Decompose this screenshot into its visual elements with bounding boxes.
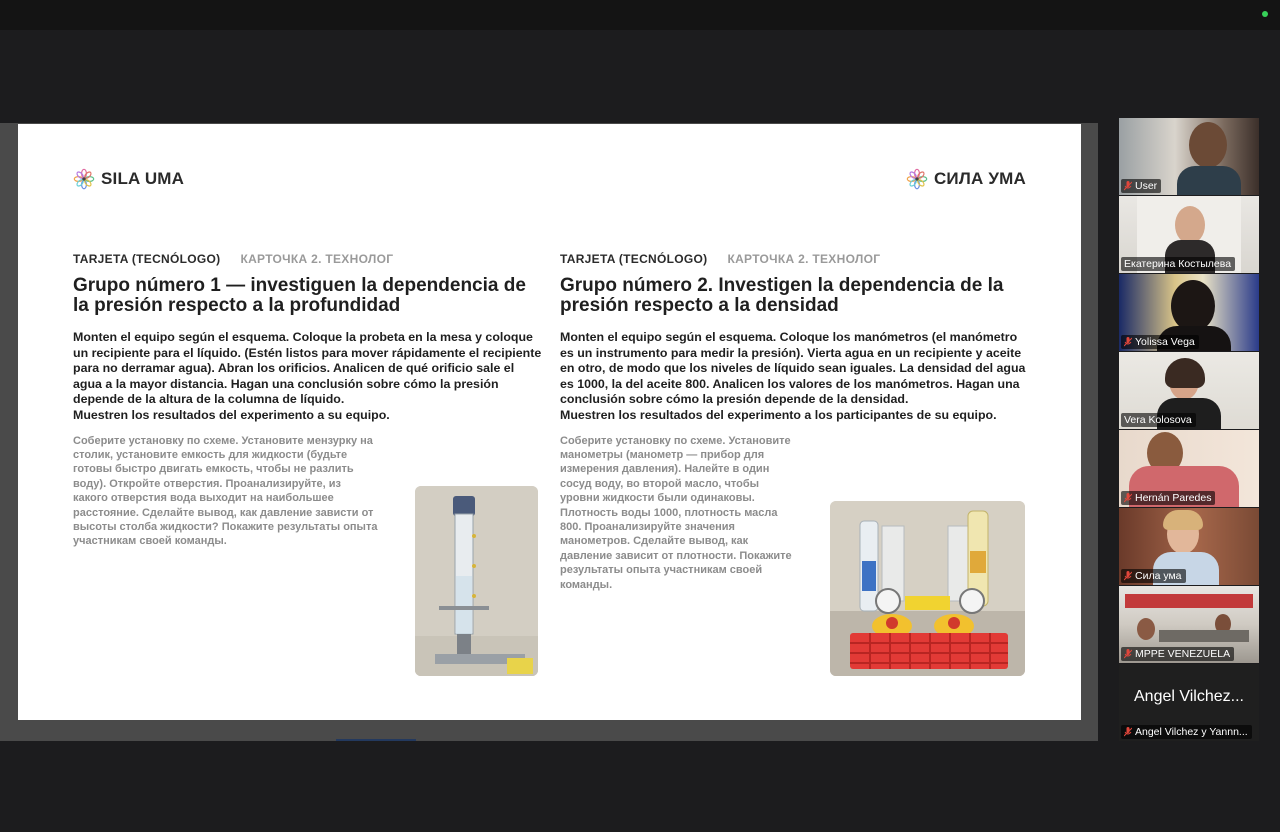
experiment-photo-cylinder [415,486,538,676]
card-russian-text: Соберите установку по схеме. Установите манометры (манометр — прибор для измерения давления). Налейте в один сосуд воду, во второй масло, чтобы уровни жидкости были одинаковы. Плотность воды 1000, плотность масла 800. Проанализируйте значения манометров. Сделайте вывод, как давление зависит от плотности. Покажите результаты опыта участникам своей команды. [560,434,792,591]
card-body-paragraph: Monten el equipo según el esquema. Coloque los manómetros (el manómetro es un instrumento para medir la presión). Vierta agua en un recipiente y aceite en otro, de modo que los niveles de líquido sean iguales. La densidad del agua es 1000, la del aceite 800. Analicen los valores de los manómetros. Hagan una conclusión sobre cómo la presión depende de la densidad. [560,330,1026,407]
participant-tile[interactable] [1119,664,1259,741]
status-dot [1262,11,1268,17]
card-body [73,330,543,424]
cylinder-stand-illustration [415,486,538,676]
slide-progress-mark [336,739,416,741]
participant-name-label: Hernán Paredes [1121,491,1215,505]
window-top-bar [0,0,1280,30]
participant-tile[interactable] [1119,586,1259,663]
card-title: Grupo número 2. Investigen la dependencia de la presión respecto a la densidad [560,275,1004,316]
card-tags [73,252,543,266]
card-title: Grupo número 1 — investiguen la dependencia de la presión respecto a la profundidad [73,275,526,316]
participant-tile[interactable] [1119,508,1259,585]
participant-name-label: Angel Vilchez y Yannn... [1121,725,1252,739]
participant-tile[interactable] [1119,274,1259,351]
card-body-paragraph: Muestren los resultados del experimento a los participantes de su equipo. [560,407,997,422]
participant-display-name: Angel Vilchez... [1134,688,1244,705]
card-tag-ru: КАРТОЧКА 2. ТЕХНОЛОГ [727,252,881,266]
participant-name-label: MPPE VENEZUELA [1121,647,1234,661]
participant-tile[interactable] [1119,196,1259,273]
card-body-paragraph: Muestren los resultados del experimento a su equipo. [73,407,390,422]
card-tag-ru: КАРТОЧКА 2. ТЕХНОЛОГ [240,252,394,266]
experiment-photo-manometers [830,501,1025,676]
card-body-paragraph: Monten el equipo según el esquema. Coloque la probeta en la mesa y coloque un recipiente para el líquido. (Estén listos para mover rápidamente el recipiente para no derramar agua). Abran los orificios. Analicen de qué orificio sale el agua a la mayor distancia. Hagan una conclusión sobre cómo la presión depende de la altura de la columna de líquido. [73,330,542,407]
card-body [560,330,1030,424]
participant-name-label: Сила ума [1121,569,1186,583]
mic-muted-icon [1124,493,1132,503]
participant-name-label: Екатерина Костылева [1121,257,1235,271]
participant-gallery [1119,118,1260,742]
participant-name-label: User [1121,179,1161,193]
card-tags [560,252,1030,266]
mic-muted-icon [1124,571,1132,581]
brand-logo-right [906,168,1026,190]
mic-muted-icon [1124,649,1132,659]
mic-muted-icon [1124,727,1132,737]
shared-slide [18,124,1081,720]
flower-logo-icon [906,168,928,190]
brand-name-left: SILA UMA [101,169,185,188]
participant-name-label: Yolissa Vega [1121,335,1199,349]
brand-logo-left [73,168,184,190]
brand-name-right: СИЛА УМА [933,169,1026,188]
card-tag-es: TARJETA (TECNÓLOGO) [560,252,708,266]
mic-muted-icon [1124,181,1132,191]
participant-tile[interactable] [1119,430,1259,507]
flower-logo-icon [73,168,95,190]
card-russian-text: Соберите установку по схеме. Установите мензурку на столик, установите емкость для жидкости (будьте готовы быстро двигать емкость, чтобы не разлить воду). Откройте отверстия. Проанализируйте, из какого отверстия вода выходит на наибольшее расстояние. Сделайте вывод, как давление зависти от высоты столба жидкости? Покажите результаты опыта участникам своей команды. [73,434,378,548]
participant-name-label: Vera Kolosova [1121,413,1196,427]
manometers-illustration [830,501,1025,676]
participant-tile[interactable] [1119,118,1259,195]
mic-muted-icon [1124,337,1132,347]
participant-tile-active-speaker[interactable] [1119,352,1259,429]
card-tag-es: TARJETA (TECNÓLOGO) [73,252,221,266]
